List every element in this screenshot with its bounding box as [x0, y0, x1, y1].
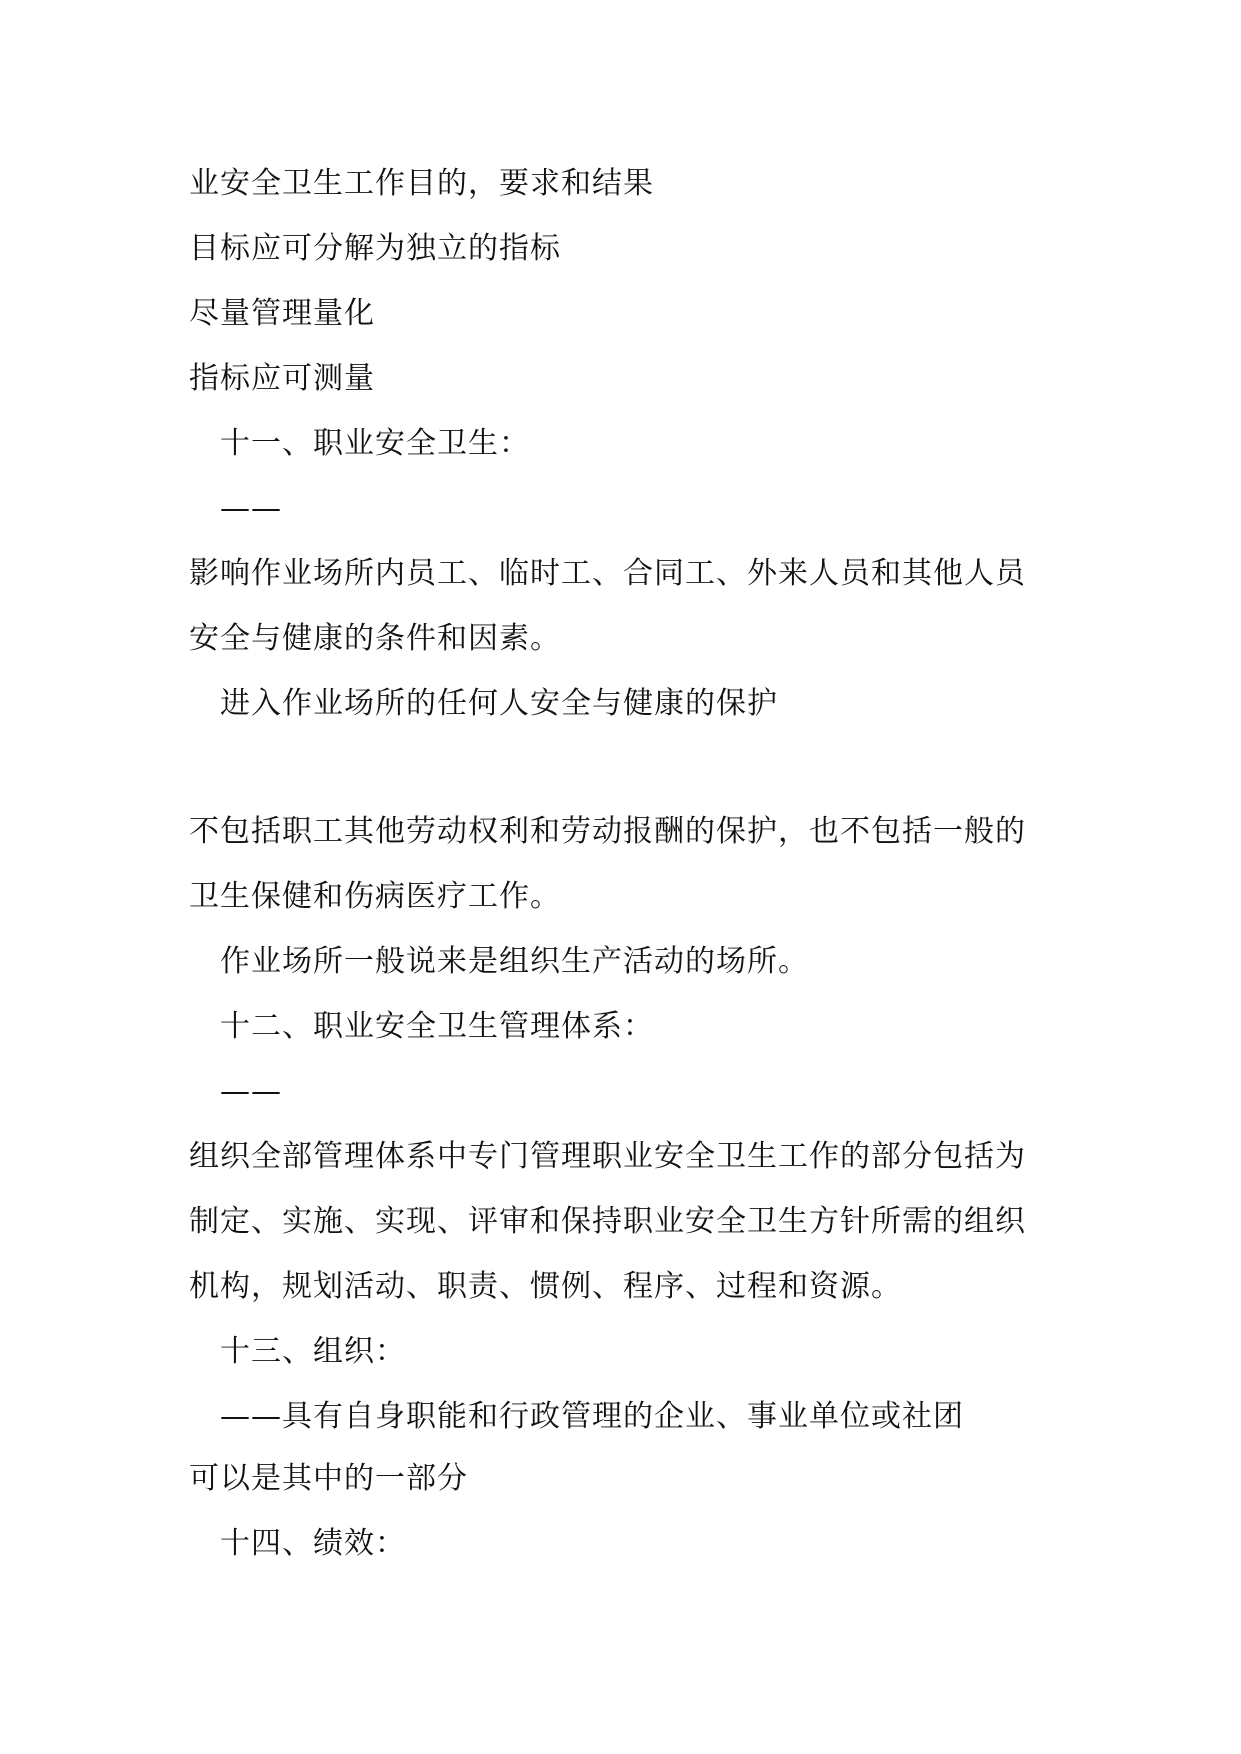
text-line: 尽量管理量化: [189, 296, 375, 331]
text-line: 可以是其中的一部分: [189, 1461, 468, 1496]
text-line: 机构，规划活动、职责、惯例、程序、过程和资源。: [189, 1269, 902, 1304]
section-heading: 十四、绩效：: [220, 1526, 406, 1561]
text-line: 组织全部管理体系中专门管理职业安全卫生工作的部分包括为: [189, 1139, 1026, 1174]
text-line: 影响作业场所内员工、临时工、合同工、外来人员和其他人员: [189, 556, 1026, 591]
text-line: 卫生保健和伤病医疗工作。: [189, 879, 561, 914]
text-line: 安全与健康的条件和因素。: [189, 621, 561, 656]
dash-line: ——: [220, 1074, 282, 1109]
section-heading: 十一、职业安全卫生：: [220, 426, 530, 461]
dash-line: ——: [220, 491, 282, 526]
text-line: 业安全卫生工作目的，要求和结果: [189, 166, 654, 201]
text-line: 不包括职工其他劳动权利和劳动报酬的保护，也不包括一般的: [189, 814, 1026, 849]
section-heading: 十二、职业安全卫生管理体系：: [220, 1009, 654, 1044]
text-line: 作业场所一般说来是组织生产活动的场所。: [220, 944, 809, 979]
text-line: 进入作业场所的任何人安全与健康的保护: [220, 686, 778, 721]
text-line: 制定、实施、实现、评审和保持职业安全卫生方针所需的组织: [189, 1204, 1026, 1239]
text-line: 目标应可分解为独立的指标: [189, 231, 561, 266]
section-heading: 十三、组织：: [220, 1334, 406, 1369]
text-line: 指标应可测量: [189, 361, 375, 396]
text-line: ——具有自身职能和行政管理的企业、事业单位或社团: [220, 1399, 964, 1434]
